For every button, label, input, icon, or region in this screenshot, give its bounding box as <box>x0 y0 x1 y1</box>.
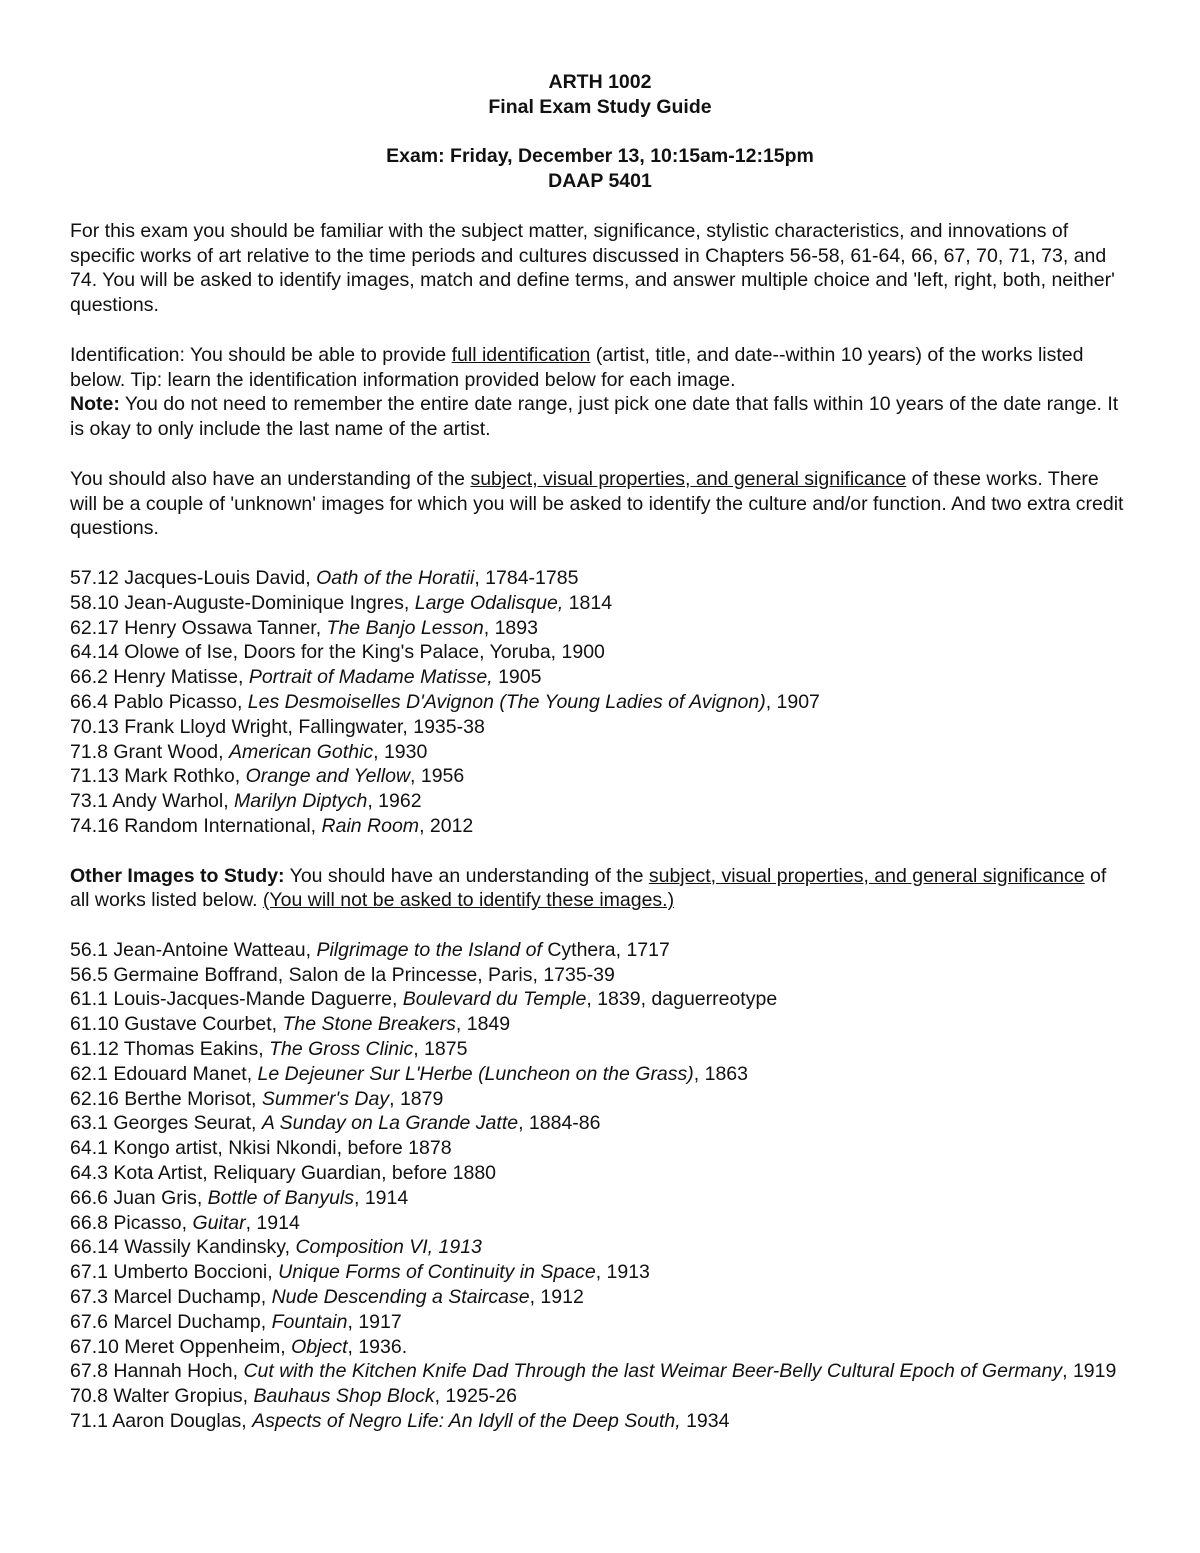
artwork-entry-text: 67.6 Marcel Duchamp, <box>70 1310 272 1333</box>
other-images-disclaimer: (You will not be asked to identify these images.) <box>262 889 675 912</box>
artwork-entry-text: 64.14 Olowe of Ise, Doors for the King's Palace, Yoruba, 1900 <box>70 641 605 664</box>
understanding-underlined: subject, visual properties, and general significance <box>470 467 907 490</box>
artwork-list-item <box>70 715 1130 740</box>
other-images-underlined: subject, visual properties, and general significance <box>648 864 1085 887</box>
artwork-title: Oath of the Horatii <box>316 566 475 589</box>
artwork-entry-suffix: , 1893 <box>483 616 538 639</box>
other-images-label: Other Images to Study: <box>70 864 285 887</box>
artwork-entry-suffix: , 1914 <box>354 1186 409 1209</box>
other-images-paragraph <box>70 864 1130 914</box>
artwork-list-item <box>70 1161 1130 1186</box>
artwork-title: Les Desmoiselles D'Avignon (The Young Ladies of Avignon) <box>247 690 766 713</box>
artwork-entry-suffix: , 1875 <box>413 1038 468 1061</box>
artwork-entry-text: 67.1 Umberto Boccioni, <box>70 1261 279 1284</box>
identify-works-list <box>70 566 1130 839</box>
artwork-entry-text: 66.14 Wassily Kandinsky, <box>70 1236 296 1259</box>
artwork-list-item <box>70 616 1130 641</box>
artwork-list-item <box>70 938 1130 963</box>
artwork-entry-suffix: , 1956 <box>410 765 465 788</box>
artwork-entry-text: 74.16 Random International, <box>70 814 322 837</box>
artwork-title: Bottle of Banyuls <box>207 1186 354 1209</box>
artwork-entry-suffix: , 1879 <box>389 1087 444 1110</box>
artwork-entry-suffix: , 1839, daguerreotype <box>586 988 778 1011</box>
artwork-list-item <box>70 1409 1130 1434</box>
artwork-list-item <box>70 1111 1130 1136</box>
artwork-entry-suffix: 1934 <box>680 1410 730 1433</box>
artwork-list-item <box>70 1062 1130 1087</box>
note-label: Note: <box>70 393 120 416</box>
artwork-entry-suffix: , 1913 <box>595 1261 650 1284</box>
artwork-title: Nude Descending a Staircase <box>271 1286 530 1309</box>
identification-lead: Identification: You should be able to provide <box>70 343 452 366</box>
artwork-list-item <box>70 1136 1130 1161</box>
identification-paragraph <box>70 343 1130 393</box>
artwork-list-item <box>70 1235 1130 1260</box>
artwork-entry-text: 66.4 Pablo Picasso, <box>70 690 248 713</box>
artwork-title: Composition VI, 1913 <box>295 1236 482 1259</box>
artwork-entry-suffix: , 1925-26 <box>434 1385 517 1408</box>
artwork-title: Cut with the Kitchen Knife Dad Through the last Weimar Beer-Belly Cultural Epoch of Germany <box>243 1360 1063 1383</box>
artwork-entry-text: 61.1 Louis-Jacques-Mande Daguerre, <box>70 988 403 1011</box>
other-images-lead: You should have an understanding of the <box>284 864 649 887</box>
artwork-entry-text: 73.1 Andy Warhol, <box>70 790 235 813</box>
artwork-entry-suffix: , 1849 <box>455 1013 511 1036</box>
artwork-entry-text: 71.13 Mark Rothko, <box>70 765 246 788</box>
artwork-list-item <box>70 789 1130 814</box>
artwork-list-item <box>70 1087 1130 1112</box>
artwork-entry-suffix: , 1912 <box>529 1286 584 1309</box>
other-images-mid: of all works listed below. <box>70 864 1107 912</box>
understanding-paragraph <box>70 467 1130 541</box>
artwork-entry-text: 57.12 Jacques-Louis David, <box>70 566 317 589</box>
artwork-title: Le Dejeuner Sur L'Herbe (Luncheon on the Grass) <box>257 1062 694 1085</box>
exam-room: DAAP 5401 <box>548 170 652 193</box>
artwork-list-item <box>70 1359 1130 1384</box>
artwork-entry-suffix: , 1863 <box>693 1062 748 1085</box>
artwork-entry-text: 61.10 Gustave Courbet, <box>70 1013 283 1036</box>
artwork-title: Marilyn Diptych <box>234 790 368 813</box>
artwork-list-item <box>70 987 1130 1012</box>
artwork-title: Object <box>291 1335 348 1358</box>
artwork-title: The Stone Breakers <box>282 1013 456 1036</box>
full-identification-term: full identification <box>451 343 591 366</box>
intro-paragraph: For this exam you should be familiar with the subject matter, significance, stylistic characteristics, and innovations of specific works of art relative to the time periods and cultures discussed in Chapters 56-58, 61-64, 66, 67, 70, 71, 73, and 74. You will be asked to identify images, match and define terms, and answer multiple choice and 'left, right, both, neither' questions. <box>70 219 1115 317</box>
artwork-entry-text: 70.8 Walter Gropius, <box>70 1385 254 1408</box>
artwork-list-item <box>70 1186 1130 1211</box>
artwork-list-item <box>70 1260 1130 1285</box>
artwork-title: Boulevard du Temple <box>402 988 587 1011</box>
document-title: Final Exam Study Guide <box>488 95 712 118</box>
understanding-rest: of these works. There will be a couple of 'unknown' images for which you will be asked to identify the culture and/or function. And two extra credit questions. <box>70 467 1124 540</box>
artwork-list-item <box>70 690 1130 715</box>
artwork-entry-text: 62.17 Henry Ossawa Tanner, <box>70 616 327 639</box>
study-guide-page <box>70 70 1130 1434</box>
artwork-title: Bauhaus Shop Block <box>253 1385 435 1408</box>
artwork-entry-suffix: Cythera, 1717 <box>541 938 670 961</box>
artwork-list-item <box>70 1285 1130 1310</box>
artwork-entry-text: 71.1 Aaron Douglas, <box>70 1410 253 1433</box>
artwork-list-item <box>70 1037 1130 1062</box>
artwork-list-item <box>70 1335 1130 1360</box>
artwork-list-item <box>70 665 1130 690</box>
artwork-list-item <box>70 814 1130 839</box>
artwork-entry-text: 62.1 Edouard Manet, <box>70 1062 258 1085</box>
artwork-list-item <box>70 764 1130 789</box>
artwork-entry-suffix: 1905 <box>492 666 542 689</box>
artwork-entry-suffix: , 1962 <box>367 790 422 813</box>
artwork-title: The Banjo Lesson <box>326 616 484 639</box>
artwork-title: American Gothic <box>228 740 374 763</box>
identification-rest: (artist, title, and date--within 10 years) of the works listed below. Tip: learn the identification information provided below for each image. <box>70 343 1084 391</box>
artwork-list-item <box>70 566 1130 591</box>
artwork-entry-text: 56.5 Germaine Boffrand, Salon de la Princesse, Paris, 1735-39 <box>70 963 615 986</box>
artwork-entry-suffix: , 1784-1785 <box>474 566 579 589</box>
artwork-title: A Sunday on La Grande Jatte <box>261 1112 519 1135</box>
artwork-title: Aspects of Negro Life: An Idyll of the Deep South, <box>252 1410 681 1433</box>
artwork-entry-suffix: , 1914 <box>245 1211 300 1234</box>
artwork-list-item <box>70 963 1130 988</box>
artwork-entry-suffix: , 1930 <box>373 740 428 763</box>
artwork-entry-suffix: , 2012 <box>419 814 474 837</box>
artwork-entry-text: 61.12 Thomas Eakins, <box>70 1038 270 1061</box>
note-text: You do not need to remember the entire date range, just pick one date that falls within 10 years of the date range. It is okay to only include the last name of the artist. <box>70 393 1119 441</box>
artwork-entry-suffix: 1814 <box>563 591 613 614</box>
artwork-entry-suffix: , 1917 <box>347 1310 402 1333</box>
artwork-title: Summer's Day <box>261 1087 390 1110</box>
artwork-title: Guitar <box>192 1211 246 1234</box>
other-works-list <box>70 938 1130 1434</box>
exam-time: Exam: Friday, December 13, 10:15am-12:15pm <box>386 145 814 168</box>
artwork-entry-text: 58.10 Jean-Auguste-Dominique Ingres, <box>70 591 415 614</box>
artwork-list-item <box>70 1012 1130 1037</box>
artwork-title: Portrait of Madame Matisse, <box>248 666 493 689</box>
artwork-title: Unique Forms of Continuity in Space <box>278 1261 596 1284</box>
artwork-list-item <box>70 740 1130 765</box>
artwork-entry-text: 64.1 Kongo artist, Nkisi Nkondi, before 1878 <box>70 1137 452 1160</box>
artwork-entry-text: 67.3 Marcel Duchamp, <box>70 1286 272 1309</box>
artwork-entry-suffix: , 1919 <box>1062 1360 1117 1383</box>
artwork-entry-suffix: , 1907 <box>765 690 820 713</box>
artwork-entry-text: 66.2 Henry Matisse, <box>70 666 249 689</box>
artwork-list-item <box>70 1310 1130 1335</box>
artwork-entry-text: 67.10 Meret Oppenheim, <box>70 1335 292 1358</box>
artwork-list-item <box>70 640 1130 665</box>
artwork-entry-suffix: , 1884-86 <box>518 1112 601 1135</box>
artwork-entry-text: 66.8 Picasso, <box>70 1211 193 1234</box>
artwork-entry-text: 66.6 Juan Gris, <box>70 1186 208 1209</box>
artwork-entry-text: 70.13 Frank Lloyd Wright, Fallingwater, 1935-38 <box>70 715 485 738</box>
artwork-entry-text: 67.8 Hannah Hoch, <box>70 1360 244 1383</box>
artwork-list-item <box>70 1384 1130 1409</box>
artwork-title: Large Odalisque, <box>414 591 564 614</box>
course-code: ARTH 1002 <box>548 71 652 93</box>
artwork-title: The Gross Clinic <box>269 1038 414 1061</box>
artwork-list-item <box>70 1211 1130 1236</box>
artwork-entry-text: 56.1 Jean-Antoine Watteau, <box>70 938 317 961</box>
artwork-entry-text: 62.16 Berthe Morisot, <box>70 1087 262 1110</box>
note-paragraph <box>70 392 1130 442</box>
artwork-title: Fountain <box>271 1310 348 1333</box>
artwork-title: Rain Room <box>321 814 420 837</box>
artwork-entry-text: 63.1 Georges Seurat, <box>70 1112 262 1135</box>
artwork-title: Pilgrimage to the Island of <box>316 938 542 961</box>
artwork-list-item <box>70 591 1130 616</box>
understanding-lead: You should also have an understanding of the <box>70 467 471 490</box>
artwork-title: Orange and Yellow <box>245 765 411 788</box>
artwork-entry-suffix: , 1936. <box>347 1335 408 1358</box>
artwork-entry-text: 64.3 Kota Artist, Reliquary Guardian, before 1880 <box>70 1162 497 1185</box>
artwork-entry-text: 71.8 Grant Wood, <box>70 740 229 763</box>
